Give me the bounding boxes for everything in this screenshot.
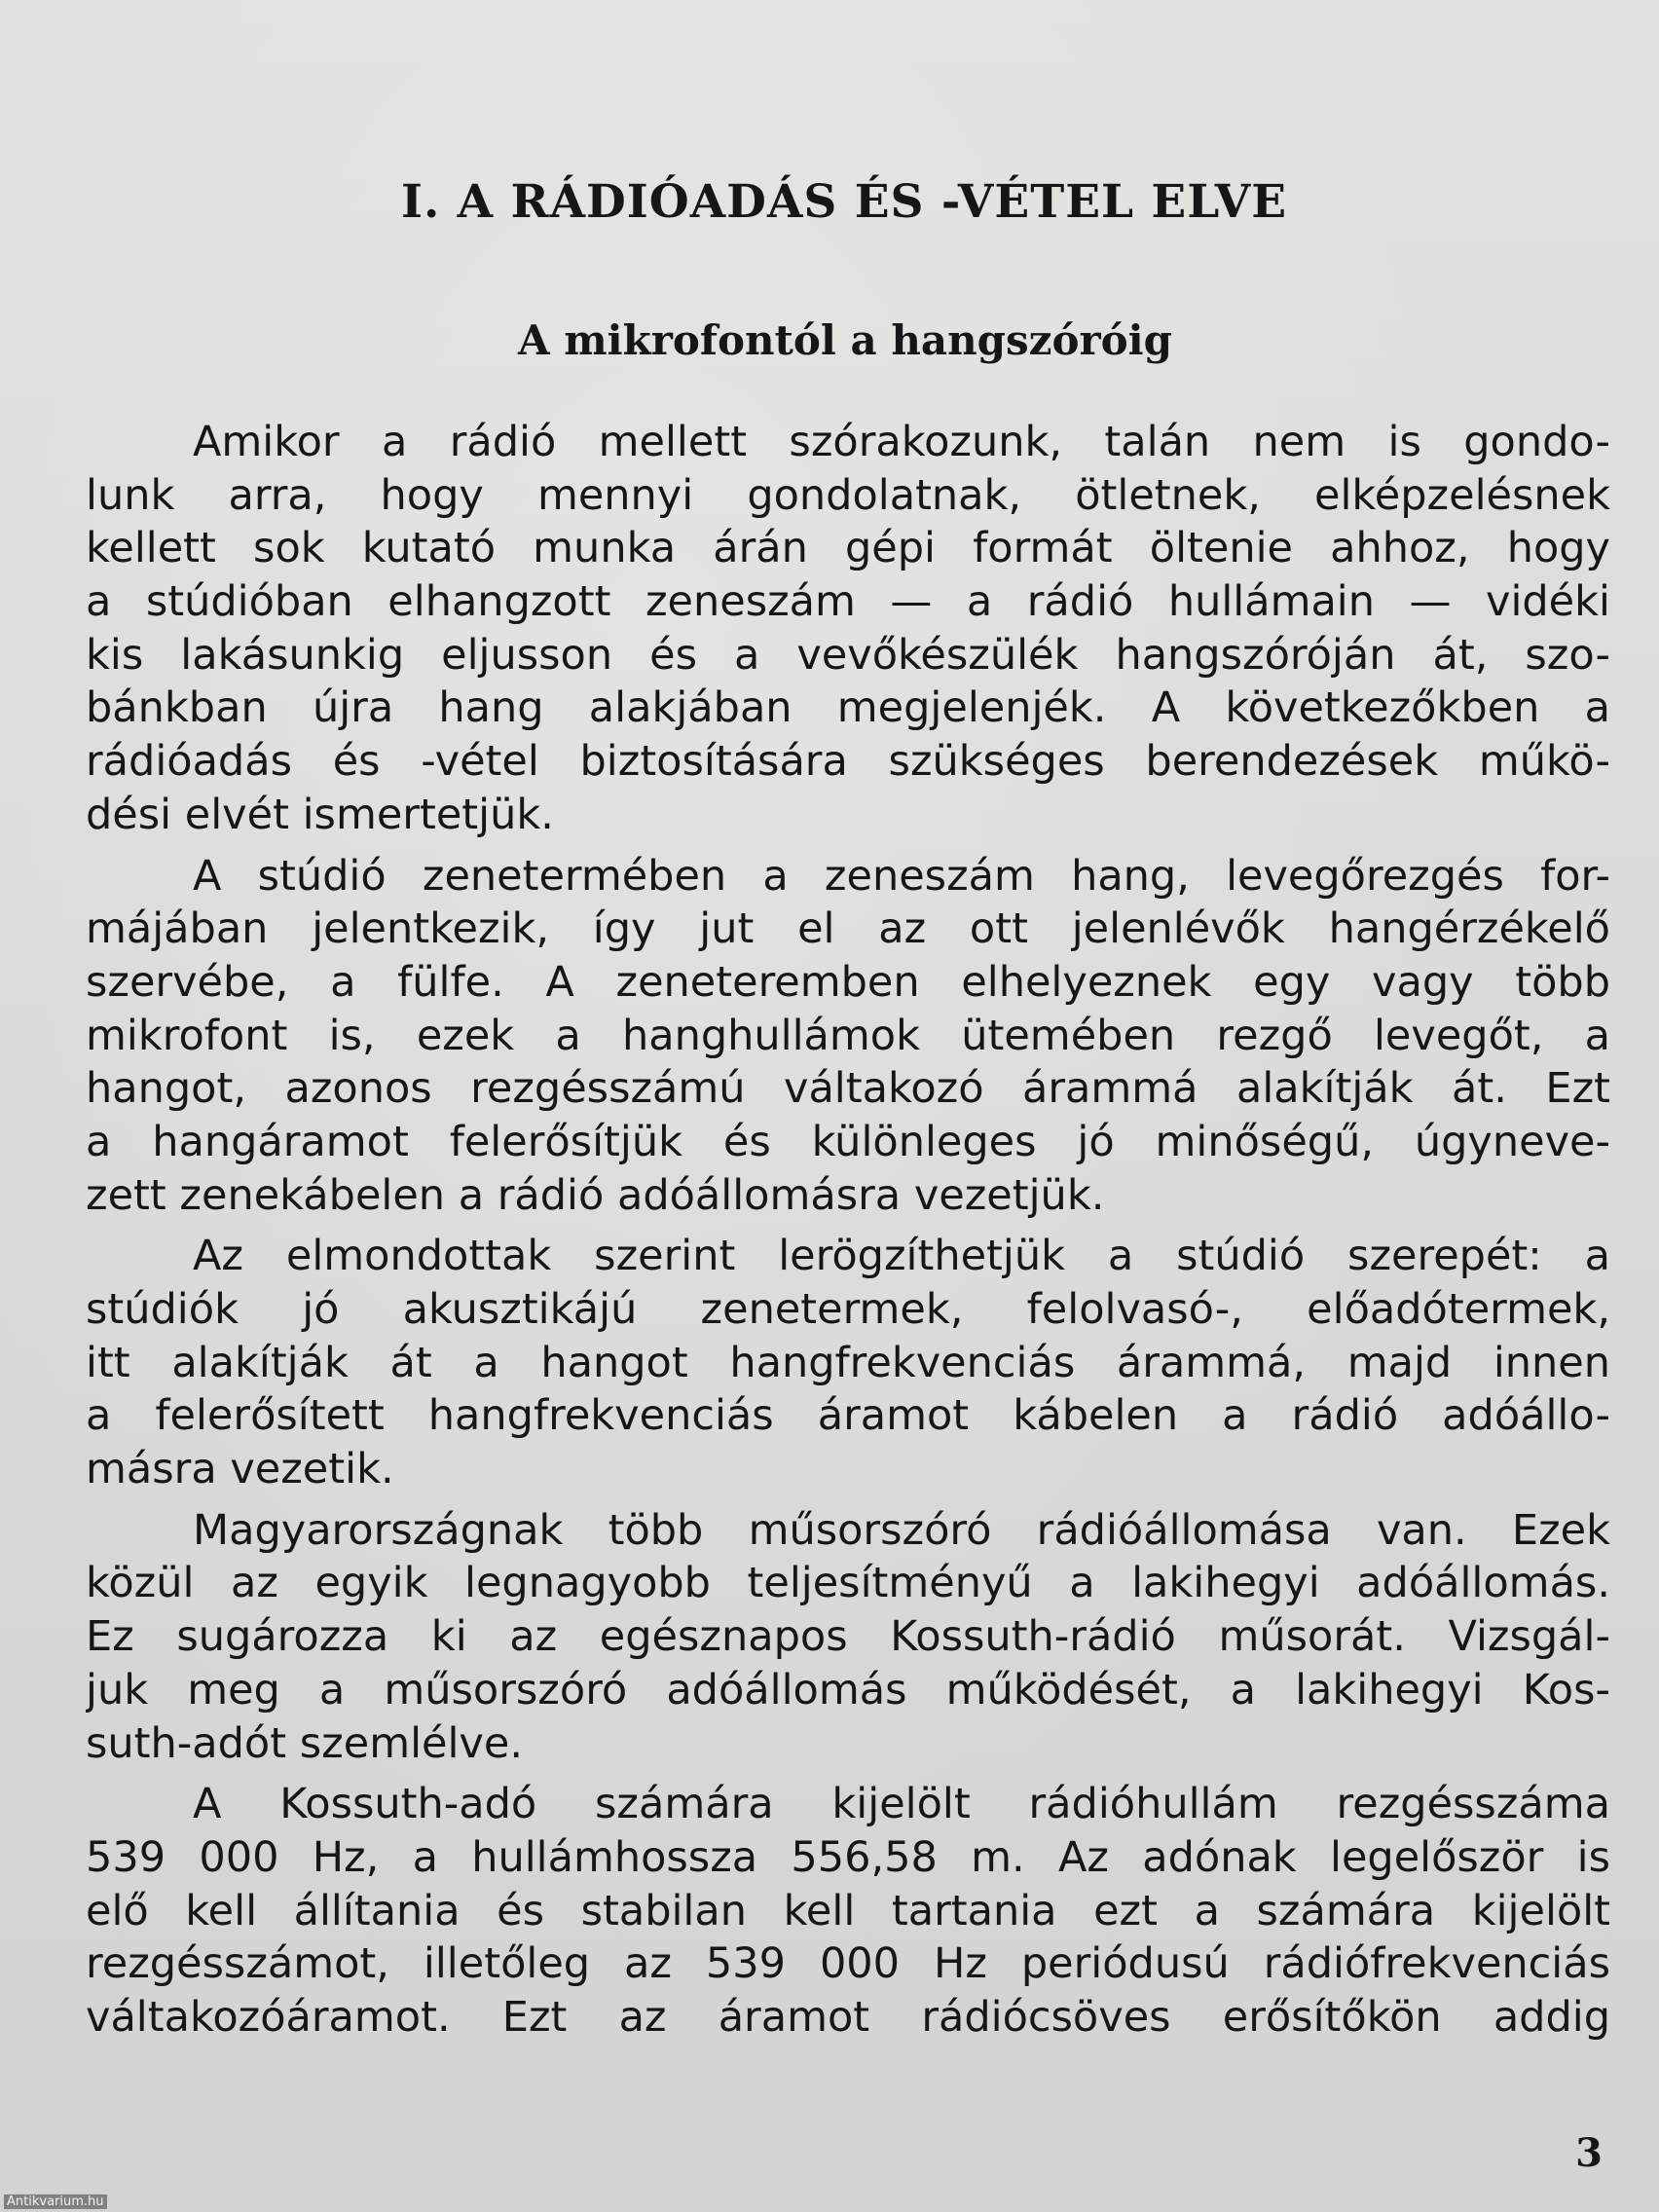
text-line: bánkban újra hang alakjában megjelenjék. A következőkben a bbox=[86, 683, 1610, 733]
paragraph bbox=[86, 1778, 1610, 2044]
text-line: a hangáramot felerősítjük és különleges jó minőségű, úgyneve- bbox=[86, 1117, 1610, 1166]
section-title: A mikrofontól a hangszóróig bbox=[518, 316, 1172, 364]
paragraph bbox=[86, 1504, 1610, 1770]
text-line: A Kossuth-adó számára kijelölt rádióhullám rezgésszáma bbox=[193, 1780, 1610, 1829]
chapter-title: I. A RÁDIÓADÁS ÉS -VÉTEL ELVE bbox=[400, 175, 1288, 229]
text-line: májában jelentkezik, így jut el az ott jelenlévők hangérzékelő bbox=[86, 904, 1610, 954]
text-line: Magyarországnak több műsorszóró rádióállomása van. Ezek bbox=[193, 1505, 1610, 1555]
text-line: a stúdióban elhangzott zeneszám — a rádió hullámain — vidéki bbox=[86, 577, 1610, 627]
text-line: 539 000 Hz, a hullámhossza 556,58 m. Az adónak legelőször is bbox=[86, 1832, 1610, 1882]
text-line: váltakozóáramot. Ezt az áramot rádiócsöves erősítőkön addig bbox=[86, 1992, 1610, 2042]
text-line: Amikor a rádió mellett szórakozunk, talán nem is gondo- bbox=[193, 418, 1610, 466]
text-line: zett zenekábelen a rádió adóállomásra vezetjük. bbox=[86, 1170, 1105, 1220]
text-line: Az elmondottak szerint lerögzíthetjük a stúdió szerepét: a bbox=[193, 1232, 1610, 1281]
page-number: 3 bbox=[1575, 2130, 1603, 2176]
paragraph bbox=[86, 416, 1610, 842]
text-line: elő kell állítania és stabilan kell tartania ezt a számára kijelölt bbox=[86, 1886, 1610, 1936]
text-line: másra vezetik. bbox=[86, 1445, 394, 1494]
text-line: stúdiók jó akusztikájú zenetermek, felolvasó-, előadótermek, bbox=[86, 1285, 1610, 1334]
text-line: közül az egyik legnagyobb teljesítményű a lakihegyi adóállomás. bbox=[86, 1559, 1610, 1608]
text-line: hangot, azonos rezgésszámú váltakozó árammá alakítják át. Ezt bbox=[86, 1064, 1610, 1114]
text-line: Ez sugározza ki az egésznapos Kossuth-rádió műsorát. Vizsgál- bbox=[86, 1612, 1610, 1662]
text-line: suth-adót szemlélve. bbox=[86, 1718, 524, 1768]
text-line: kellett sok kutató munka árán gépi formát öltenie ahhoz, hogy bbox=[86, 524, 1610, 573]
text-line: itt alakítják át a hangot hangfrekvenciás árammá, majd innen bbox=[86, 1338, 1610, 1387]
text-line: a felerősített hangfrekvenciás áramot kábelen a rádió adóállo- bbox=[86, 1391, 1610, 1441]
text-line: A stúdió zenetermében a zeneszám hang, levegőrezgés for- bbox=[193, 851, 1610, 901]
watermark: Antikvarium.hu bbox=[4, 2194, 107, 2209]
paragraph bbox=[86, 850, 1610, 1223]
text-line: juk meg a műsorszóró adóállomás működését, a lakihegyi Kos- bbox=[86, 1665, 1610, 1714]
text-line: rezgésszámot, illetőleg az 539 000 Hz periódusú rádiófrekvenciás bbox=[86, 1939, 1610, 1989]
text-line: mikrofont is, ezek a hanghullámok ütemében rezgő levegőt, a bbox=[86, 1011, 1610, 1060]
text-line: szervébe, a fülfe. A zeneteremben elhelyeznek egy vagy több bbox=[86, 957, 1610, 1007]
text-line: lunk arra, hogy mennyi gondolatnak, ötletnek, elképzelésnek bbox=[86, 470, 1610, 520]
text-line: kis lakásunkig eljusson és a vevőkészülék hangszóróján át, szo- bbox=[86, 630, 1610, 680]
body-text bbox=[86, 416, 1610, 2052]
text-line: dési elvét ismertetjük. bbox=[86, 790, 554, 839]
text-line: rádióadás és -vétel biztosítására szükséges berendezések műkö- bbox=[86, 737, 1610, 787]
paragraph bbox=[86, 1230, 1610, 1495]
